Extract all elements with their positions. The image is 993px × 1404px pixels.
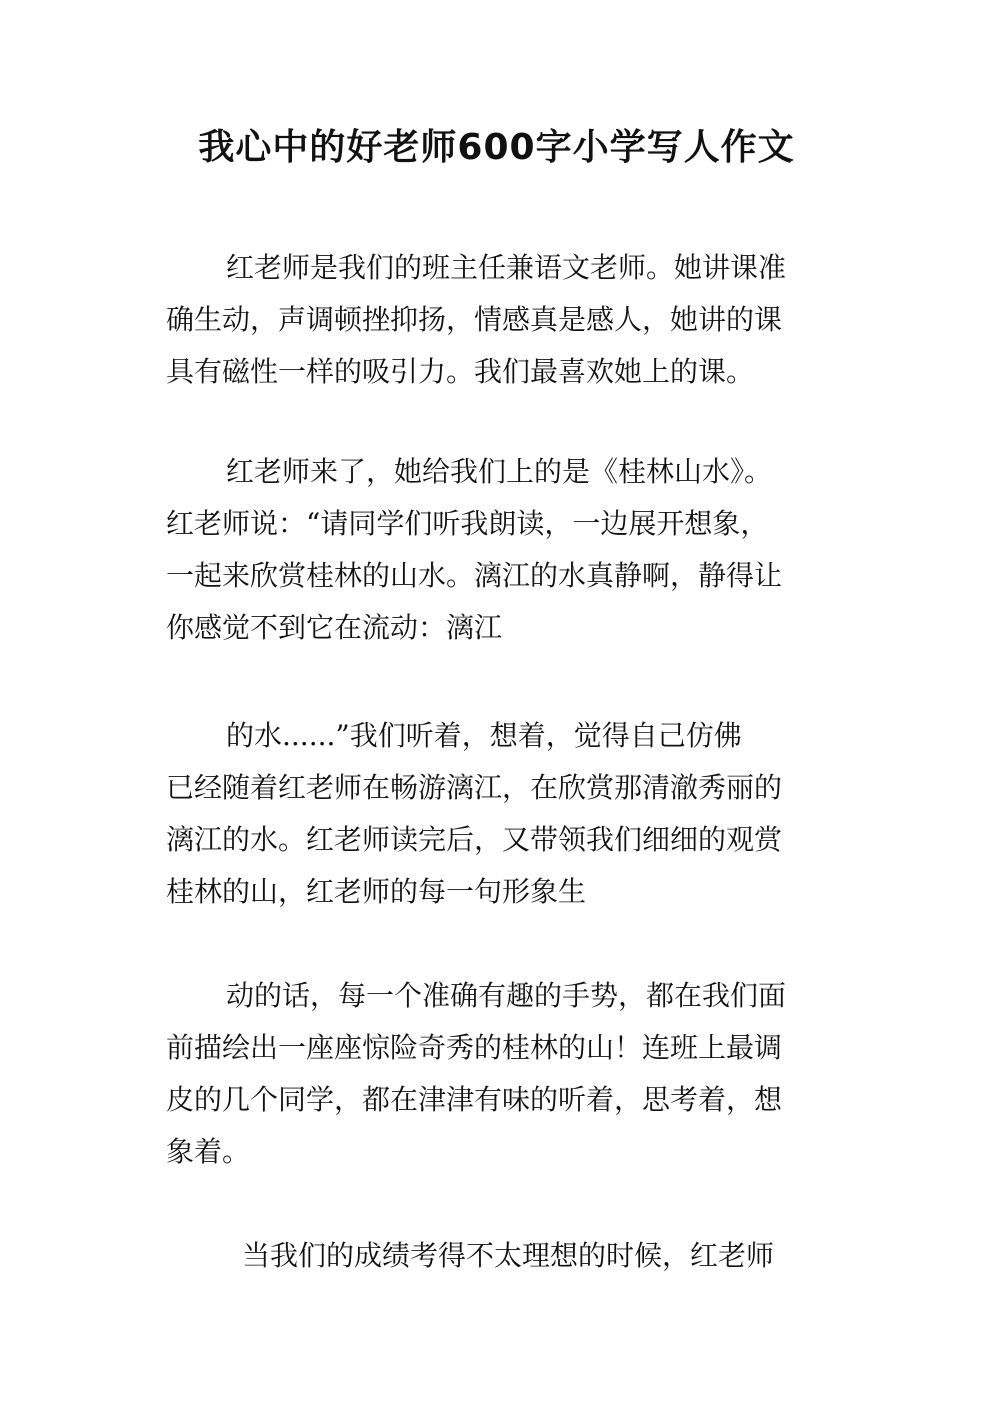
text-line: 象着。 (166, 1135, 251, 1168)
text-line: 动的话，每一个准确有趣的手势，都在我们面 (226, 979, 787, 1012)
text-line: 已经随着红老师在畅游漓江，在欣赏那清澈秀丽的 (166, 771, 783, 804)
text-line: 你感觉不到它在流动：漓江 (166, 611, 503, 644)
paragraph-1 (166, 242, 830, 398)
text-line: 红老师是我们的班主任兼语文老师。她讲课准 (226, 251, 787, 284)
text-line: 漓江的水。红老师读完后，又带领我们细细的观赏 (166, 823, 783, 856)
text-line: 具有磁性一样的吸引力。我们最喜欢她上的课。 (166, 355, 755, 388)
text-line: 皮的几个同学，都在津津有味的听着，思考着，想 (166, 1083, 783, 1116)
paragraph-4 (166, 970, 830, 1178)
text-line: 的水......”我们听着，想着，觉得自己仿佛 (226, 719, 742, 752)
paragraph-3 (166, 710, 830, 918)
text-line: 确生动，声调顿挫抑扬，情感真是感人，她讲的课 (166, 303, 783, 336)
paragraph-5 (166, 1230, 830, 1282)
paragraph-2 (166, 446, 830, 654)
text-line: 一起来欣赏桂林的山水。漓江的水真静啊，静得让 (166, 559, 783, 592)
document-title: 我心中的好老师600字小学写人作文 (198, 127, 795, 168)
text-line: 桂林的山，红老师的每一句形象生 (166, 875, 587, 908)
text-line: 红老师说：“请同学们听我朗读，一边展开想象， (166, 507, 769, 540)
text-line: 当我们的成绩考得不太理想的时候，红老师 (242, 1239, 775, 1272)
text-line: 前描绘出一座座惊险奇秀的桂林的山！连班上最调 (166, 1031, 783, 1064)
text-line: 红老师来了，她给我们上的是《桂林山水》。 (226, 455, 773, 488)
